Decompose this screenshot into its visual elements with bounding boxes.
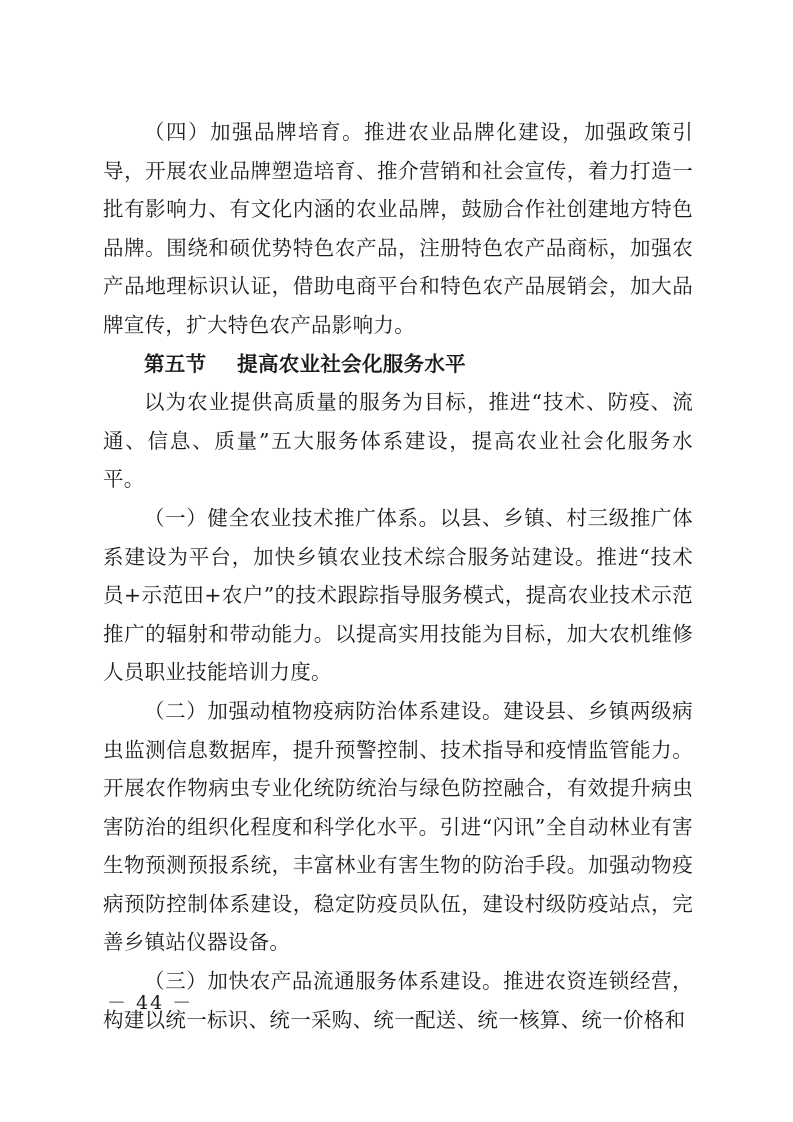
paragraph-circulation: （三）加快农产品流通服务体系建设。推进农资连锁经营，构建以统一标识、统一采购、统一配送、统一核算、统一价格和	[103, 969, 693, 1032]
paragraph-service-goal: 以为农业提供高质量的服务为目标，推进“技术、防疫、流通、信息、质量”五大服务体系建设，提高农业社会化服务水平。	[103, 390, 693, 492]
section-heading	[103, 345, 693, 384]
paragraph-disease-control: （二）加强动植物疫病防治体系建设。建设县、乡镇两级病虫监测信息数据库，提升预警控制、技术指导和疫情监管能力。开展农作物病虫专业化统防统治与绿色防控融合，有效提升病虫害防治的组织化程度和科学化水平。引进“闪讯”全自动林业有害生物预测预报系统，丰富林业有害生物的防治手段。加强动物疫病预防控制体系建设，稳定防疫员队伍，建设村级防疫站点，完善乡镇站仪器设备。	[103, 698, 693, 955]
page-number: － 44 －	[107, 992, 194, 1014]
document-body	[103, 113, 693, 1039]
paragraph-brand-cultivation: （四）加强品牌培育。推进农业品牌化建设，加强政策引导，开展农业品牌塑造培育、推介营销和社会宣传，着力打造一批有影响力、有文化内涵的农业品牌，鼓励合作社创建地方特色品牌。围绕和硕优势特色农产品，注册特色农产品商标，加强农产品地理标识认证，借助电商平台和特色农产品展销会，加大品牌宣传，扩大特色农产品影响力。	[103, 120, 693, 337]
section-title: 提高农业社会化服务水平	[237, 351, 466, 376]
paragraph-tech-extension: （一）健全农业技术推广体系。以县、乡镇、村三级推广体系建设为平台，加快乡镇农业技术综合服务站建设。推进“技术员+示范田+农户”的技术跟踪指导服务模式，提高农业技术示范推广的辐射和带动能力。以提高实用技能为目标，加大农机维修人员职业技能培训力度。	[103, 505, 693, 685]
section-number: 第五节	[144, 351, 207, 376]
